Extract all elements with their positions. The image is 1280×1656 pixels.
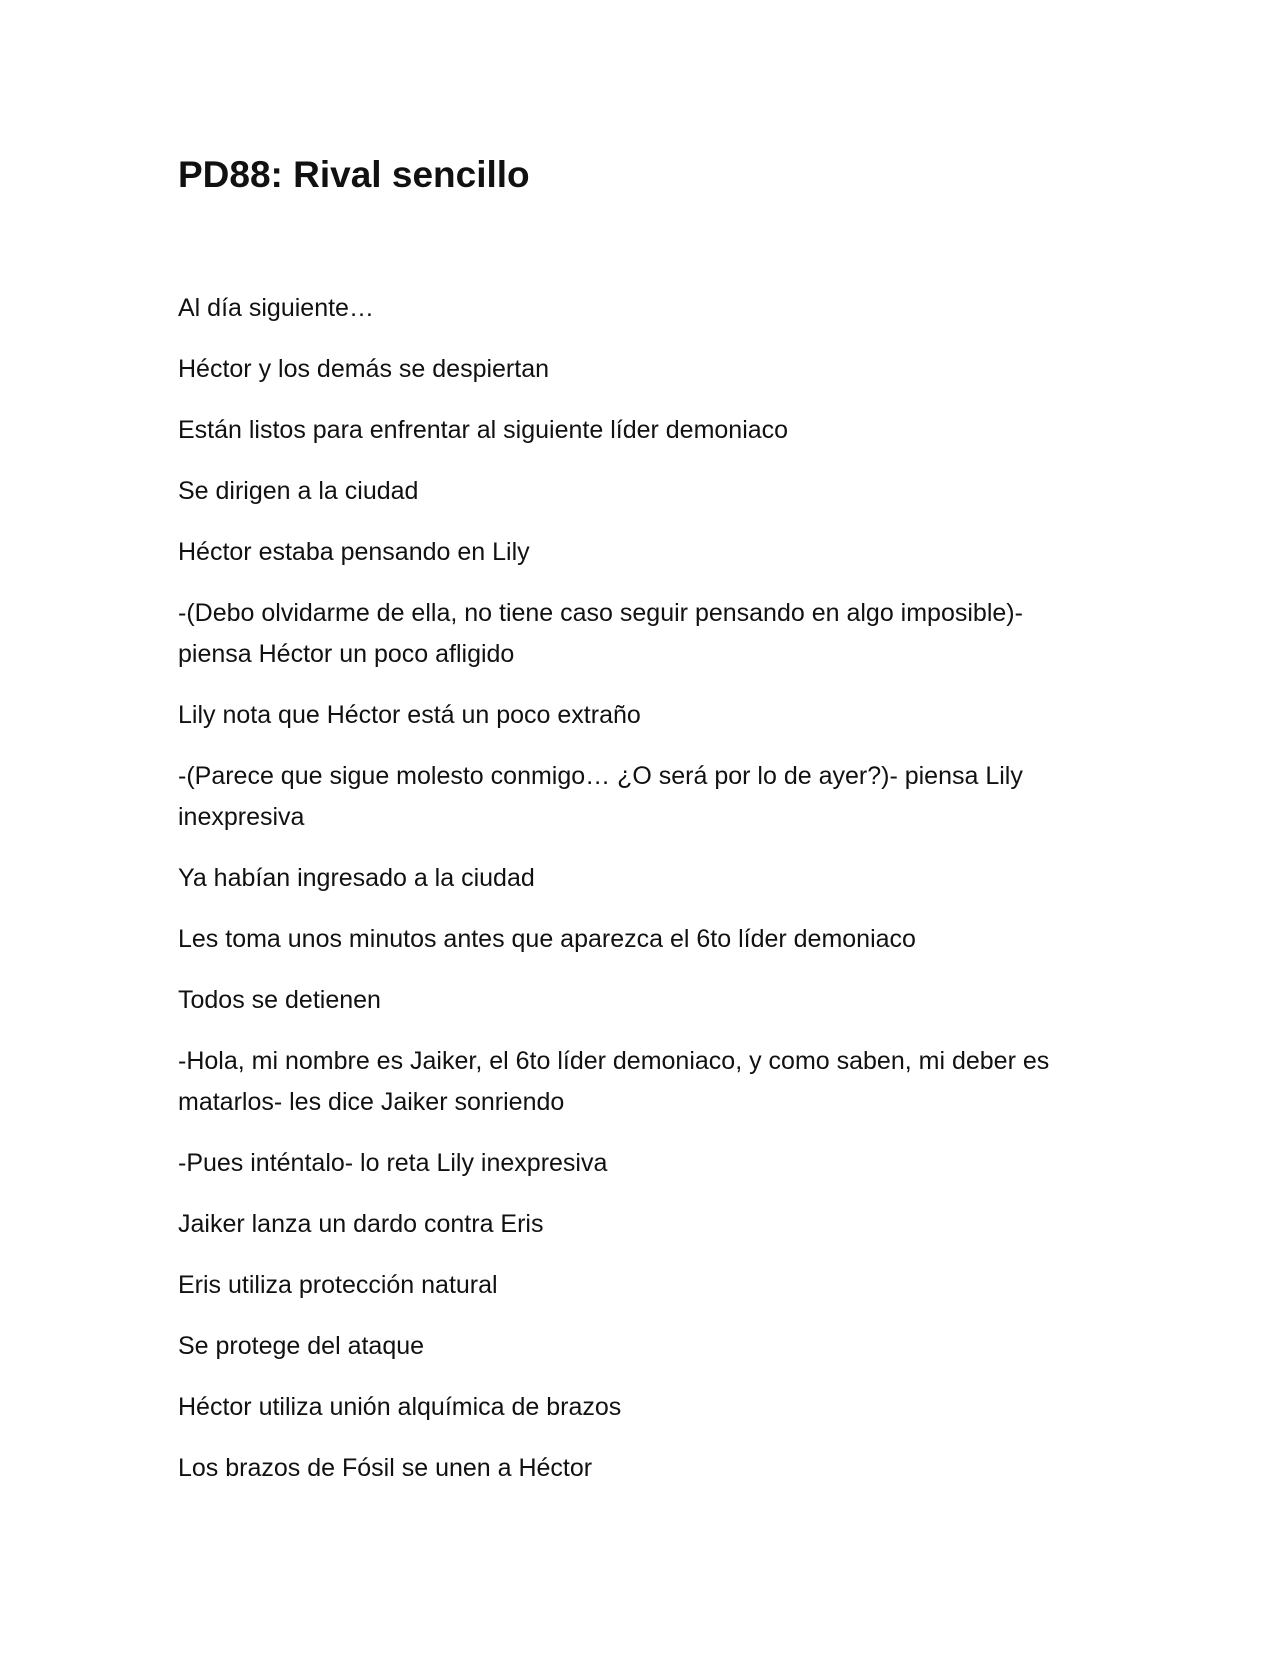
paragraph: -(Parece que sigue molesto conmigo… ¿O será por lo de ayer?)- piensa Lily inexpresiva	[178, 762, 1023, 831]
paragraph: Al día siguiente…	[178, 294, 374, 322]
paragraph: Se protege del ataque	[178, 1332, 425, 1360]
paragraph: Jaiker lanza un dardo contra Eris	[178, 1210, 544, 1238]
paragraph: Héctor estaba pensando en Lily	[178, 538, 530, 566]
document-title: PD88: Rival sencillo	[178, 154, 530, 195]
paragraph: Ya habían ingresado a la ciudad	[178, 864, 535, 892]
paragraph: Eris utiliza protección natural	[178, 1271, 498, 1299]
paragraph: Les toma unos minutos antes que aparezca el 6to líder demoniaco	[178, 925, 916, 953]
paragraph: Héctor y los demás se despiertan	[178, 355, 550, 383]
document-body	[178, 288, 1098, 1509]
paragraph: Héctor utiliza unión alquímica de brazos	[178, 1393, 622, 1421]
paragraph: -(Debo olvidarme de ella, no tiene caso seguir pensando en algo imposible)- piensa Héctor un poco afligido	[178, 599, 1023, 668]
paragraph: -Hola, mi nombre es Jaiker, el 6to líder demoniaco, y como saben, mi deber es matarlos- les dice Jaiker sonriendo	[178, 1047, 1050, 1116]
paragraph: Se dirigen a la ciudad	[178, 477, 419, 505]
paragraph: -Pues inténtalo- lo reta Lily inexpresiva	[178, 1149, 608, 1177]
paragraph: Están listos para enfrentar al siguiente líder demoniaco	[178, 416, 789, 444]
paragraph: Todos se detienen	[178, 986, 381, 1014]
paragraph: Lily nota que Héctor está un poco extraño	[178, 701, 641, 729]
paragraph: Los brazos de Fósil se unen a Héctor	[178, 1454, 593, 1482]
